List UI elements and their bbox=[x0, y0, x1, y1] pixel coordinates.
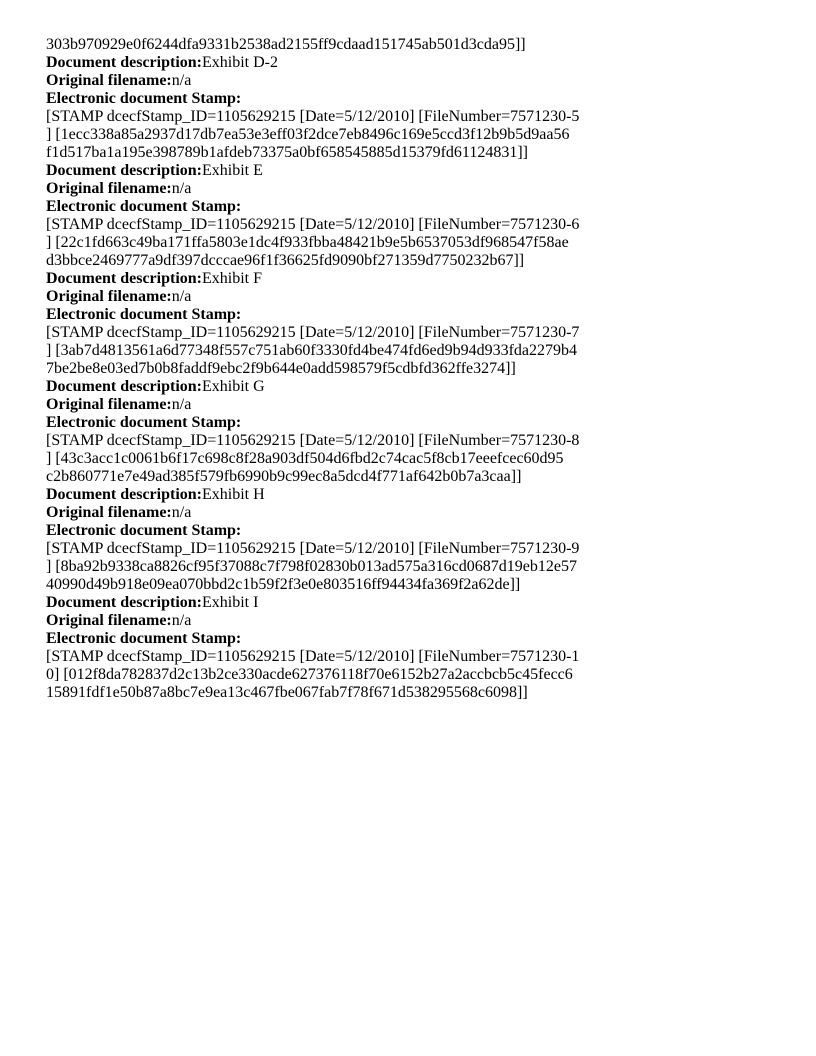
stamp-label: Electronic document Stamp: bbox=[46, 90, 242, 107]
description-value: Exhibit D-2 bbox=[201, 54, 278, 71]
description-value: Exhibit E bbox=[201, 162, 263, 179]
description-row bbox=[46, 54, 586, 72]
filename-row bbox=[46, 72, 586, 90]
description-label: Document description: bbox=[46, 486, 202, 503]
filename-row bbox=[46, 288, 586, 306]
filename-label: Original filename: bbox=[46, 72, 172, 89]
description-value: Exhibit H bbox=[201, 486, 265, 503]
filename-value: n/a bbox=[171, 288, 192, 305]
filename-value: n/a bbox=[171, 612, 192, 629]
stamp-line: f1d517ba1a195e398789b1afdeb73375a0bf658545885d15379fd61124831]] bbox=[46, 144, 528, 161]
stamp-label: Electronic document Stamp: bbox=[46, 522, 242, 539]
stamp-line: 15891fdf1e50b87a8bc7e9ea13c467fbe067fab7f78f671d538295568c6098]] bbox=[46, 684, 528, 701]
filename-label: Original filename: bbox=[46, 504, 172, 521]
stamp-line: d3bbce2469777a9df397dcccae96f1f36625fd9090bf271359d7750232b67]] bbox=[46, 252, 525, 269]
description-row bbox=[46, 162, 586, 180]
stamp-line: [STAMP dcecfStamp_ID=1105629215 [Date=5/12/2010] [FileNumber=7571230-1 bbox=[46, 648, 580, 665]
description-value: Exhibit I bbox=[201, 594, 259, 611]
filename-row bbox=[46, 396, 586, 414]
document-entry bbox=[46, 270, 586, 378]
filename-row bbox=[46, 180, 586, 198]
filename-value: n/a bbox=[171, 504, 192, 521]
description-row bbox=[46, 270, 586, 288]
stamp-line: [STAMP dcecfStamp_ID=1105629215 [Date=5/12/2010] [FileNumber=7571230-9 bbox=[46, 540, 580, 557]
stamp-label: Electronic document Stamp: bbox=[46, 198, 242, 215]
description-label: Document description: bbox=[46, 54, 202, 71]
description-label: Document description: bbox=[46, 378, 202, 395]
stamp-label: Electronic document Stamp: bbox=[46, 306, 242, 323]
filename-label: Original filename: bbox=[46, 288, 172, 305]
stamp-line: [STAMP dcecfStamp_ID=1105629215 [Date=5/12/2010] [FileNumber=7571230-5 bbox=[46, 108, 580, 125]
stamp-line: ] [43c3acc1c0061b6f17c698c8f28a903df504d6fbd2c74cac5f8cb17eeefcec60d95 bbox=[46, 450, 564, 467]
description-label: Document description: bbox=[46, 162, 202, 179]
stamp-label: Electronic document Stamp: bbox=[46, 630, 242, 647]
filename-row bbox=[46, 504, 586, 522]
stamp-continuation-line: 303b970929e0f6244dfa9331b2538ad2155ff9cdaad151745ab501d3cda95]] bbox=[46, 36, 526, 53]
document-entry bbox=[46, 594, 586, 702]
filename-value: n/a bbox=[171, 180, 192, 197]
description-label: Document description: bbox=[46, 594, 202, 611]
filename-value: n/a bbox=[171, 72, 192, 89]
document-entry bbox=[46, 54, 586, 162]
filename-label: Original filename: bbox=[46, 396, 172, 413]
description-value: Exhibit G bbox=[201, 378, 265, 395]
document-entry bbox=[46, 162, 586, 270]
stamp-line: [STAMP dcecfStamp_ID=1105629215 [Date=5/12/2010] [FileNumber=7571230-6 bbox=[46, 216, 580, 233]
stamp-line: [STAMP dcecfStamp_ID=1105629215 [Date=5/12/2010] [FileNumber=7571230-8 bbox=[46, 432, 580, 449]
description-row bbox=[46, 594, 586, 612]
stamp-line: ] [22c1fd663c49ba171ffa5803e1dc4f933fbba48421b9e5b6537053df968547f58ae bbox=[46, 234, 569, 251]
document-page bbox=[46, 36, 586, 702]
stamp-line: ] [1ecc338a85a2937d17db7ea53e3eff03f2dce7eb8496c169e5ccd3f12b9b5d9aa56 bbox=[46, 126, 570, 143]
document-entry bbox=[46, 378, 586, 486]
stamp-line: c2b860771e7e49ad385f579fb6990b9c99ec8a5dcd4f771af642b0b7a3caa]] bbox=[46, 468, 522, 485]
stamp-line: 40990d49b918e09ea070bbd2c1b59f2f3e0e803516ff94434fa369f2a62de]] bbox=[46, 576, 521, 593]
stamp-line: ] [8ba92b9338ca8826cf95f37088c7f798f02830b013ad575a316cd0687d19eb12e57 bbox=[46, 558, 577, 575]
stamp-line: [STAMP dcecfStamp_ID=1105629215 [Date=5/12/2010] [FileNumber=7571230-7 bbox=[46, 324, 580, 341]
filename-label: Original filename: bbox=[46, 180, 172, 197]
filename-label: Original filename: bbox=[46, 612, 172, 629]
stamp-label: Electronic document Stamp: bbox=[46, 414, 242, 431]
filename-row bbox=[46, 612, 586, 630]
document-entry bbox=[46, 486, 586, 594]
stamp-line: ] [3ab7d4813561a6d77348f557c751ab60f3330fd4be474fd6ed9b94d933fda2279b4 bbox=[46, 342, 578, 359]
stamp-line: 7be2be8e03ed7b0b8faddf9ebc2f9b644e0add598579f5cdbfd362ffe3274]] bbox=[46, 360, 516, 377]
description-row bbox=[46, 378, 586, 396]
description-row bbox=[46, 486, 586, 504]
stamp-line: 0] [012f8da782837d2c13b2ce330acde627376118f70e6152b27a2accbcb5c45fecc6 bbox=[46, 666, 573, 683]
description-value: Exhibit F bbox=[201, 270, 262, 287]
description-label: Document description: bbox=[46, 270, 202, 287]
filename-value: n/a bbox=[171, 396, 192, 413]
